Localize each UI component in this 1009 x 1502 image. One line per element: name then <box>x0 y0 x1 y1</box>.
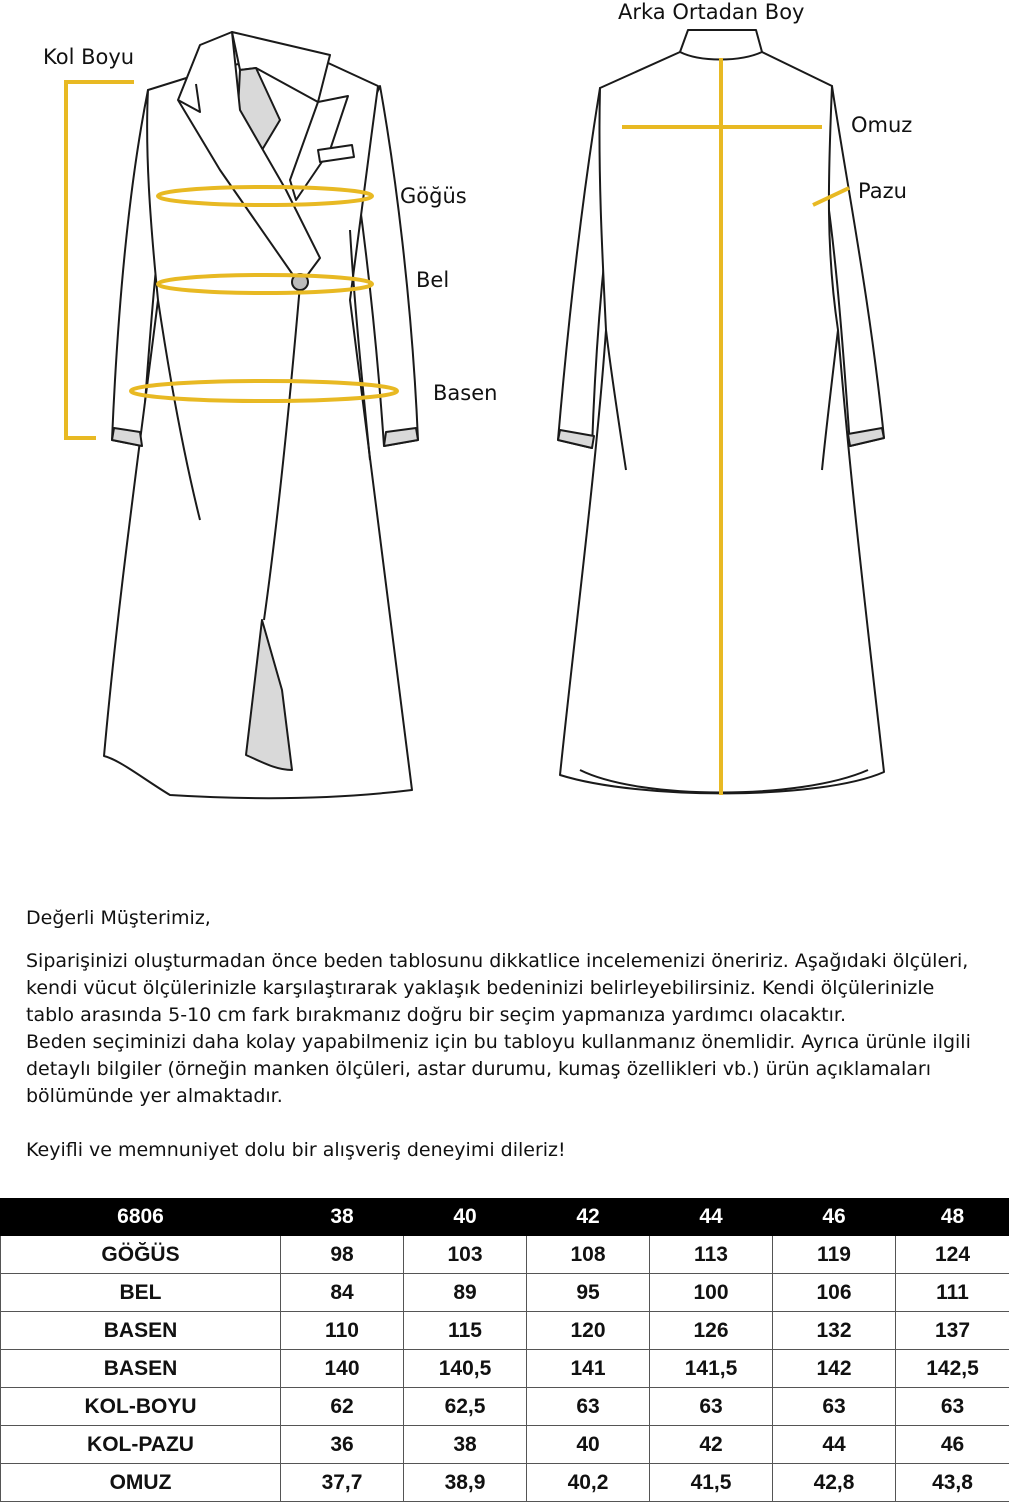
message-greeting: Değerli Müşterimiz, <box>26 905 986 932</box>
table-cell: 43,8 <box>896 1464 1009 1502</box>
table-cell: 63 <box>896 1388 1009 1426</box>
table-cell: 110 <box>281 1312 404 1350</box>
table-cell: 141,5 <box>650 1350 773 1388</box>
label-pazu: Pazu <box>858 179 907 203</box>
label-gogus: Göğüs <box>400 184 467 208</box>
table-row <box>1 1350 1009 1388</box>
table-cell: 140,5 <box>404 1350 527 1388</box>
message-paragraph-2: Beden seçiminizi daha kolay yapabilmeniz için bu tabloyu kullanmanız önemlidir. Ayrıca ürünle ilgili detaylı bilgiler (örneğin manken ölçüleri, astar durumu, kumaş özellikleri vb.) ürün açıklamaları bölümünde yer almaktadır. <box>26 1029 986 1110</box>
table-cell: 36 <box>281 1426 404 1464</box>
table-cell: 103 <box>404 1236 527 1274</box>
table-cell: 84 <box>281 1274 404 1312</box>
label-bel: Bel <box>416 268 449 292</box>
table-cell: 42 <box>650 1426 773 1464</box>
table-cell: 63 <box>650 1388 773 1426</box>
header-size: 38 <box>281 1199 404 1236</box>
table-row <box>1 1388 1009 1426</box>
header-size: 48 <box>896 1199 1009 1236</box>
row-label: BEL <box>1 1274 281 1312</box>
table-cell: 63 <box>527 1388 650 1426</box>
table-cell: 41,5 <box>650 1464 773 1502</box>
row-label: GÖĞÜS <box>1 1236 281 1274</box>
table-cell: 120 <box>527 1312 650 1350</box>
table-cell: 126 <box>650 1312 773 1350</box>
header-size: 42 <box>527 1199 650 1236</box>
table-cell: 124 <box>896 1236 1009 1274</box>
label-omuz: Omuz <box>851 113 912 137</box>
table-cell: 108 <box>527 1236 650 1274</box>
table-cell: 137 <box>896 1312 1009 1350</box>
table-cell: 62 <box>281 1388 404 1426</box>
table-row <box>1 1274 1009 1312</box>
table-row <box>1 1426 1009 1464</box>
row-label: KOL-PAZU <box>1 1426 281 1464</box>
table-cell: 38,9 <box>404 1464 527 1502</box>
table-cell: 119 <box>773 1236 896 1274</box>
row-label: OMUZ <box>1 1464 281 1502</box>
header-size: 44 <box>650 1199 773 1236</box>
table-cell: 115 <box>404 1312 527 1350</box>
table-row <box>1 1236 1009 1274</box>
size-table <box>0 1198 1009 1502</box>
table-cell: 63 <box>773 1388 896 1426</box>
table-cell: 40 <box>527 1426 650 1464</box>
table-cell: 42,8 <box>773 1464 896 1502</box>
table-row <box>1 1464 1009 1502</box>
row-label: BASEN <box>1 1350 281 1388</box>
table-cell: 98 <box>281 1236 404 1274</box>
table-cell: 89 <box>404 1274 527 1312</box>
table-cell: 142 <box>773 1350 896 1388</box>
table-cell: 37,7 <box>281 1464 404 1502</box>
table-cell: 142,5 <box>896 1350 1009 1388</box>
table-cell: 111 <box>896 1274 1009 1312</box>
table-cell: 62,5 <box>404 1388 527 1426</box>
label-arka-ortadan-boy: Arka Ortadan Boy <box>618 0 804 24</box>
row-label: KOL-BOYU <box>1 1388 281 1426</box>
table-cell: 140 <box>281 1350 404 1388</box>
size-table-header-row <box>1 1199 1009 1236</box>
row-label: BASEN <box>1 1312 281 1350</box>
table-cell: 100 <box>650 1274 773 1312</box>
table-row <box>1 1312 1009 1350</box>
front-coat-drawing <box>104 32 418 798</box>
label-kol-boyu: Kol Boyu <box>43 45 134 69</box>
header-model-code: 6806 <box>1 1199 281 1236</box>
header-size: 40 <box>404 1199 527 1236</box>
table-cell: 38 <box>404 1426 527 1464</box>
table-cell: 40,2 <box>527 1464 650 1502</box>
customer-message <box>26 905 986 1164</box>
table-cell: 46 <box>896 1426 1009 1464</box>
table-cell: 113 <box>650 1236 773 1274</box>
label-basen: Basen <box>433 381 497 405</box>
table-cell: 106 <box>773 1274 896 1312</box>
table-cell: 132 <box>773 1312 896 1350</box>
message-closing: Keyifli ve memnuniyet dolu bir alışveriş deneyimi dileriz! <box>26 1137 986 1164</box>
table-cell: 141 <box>527 1350 650 1388</box>
table-cell: 95 <box>527 1274 650 1312</box>
table-cell: 44 <box>773 1426 896 1464</box>
header-size: 46 <box>773 1199 896 1236</box>
message-paragraph-1: Siparişinizi oluşturmadan önce beden tablosunu dikkatlice incelemenizi öneririz. Aşağıdaki ölçüleri, kendi vücut ölçülerinizle karşılaştırarak yaklaşık bedeninizi belirleyebilirsiniz. Kendi ölçülerinizle tablo arasında 5-10 cm fark bırakmanız doğru bir seçim yapmanıza yardımcı olacaktır. <box>26 948 986 1029</box>
